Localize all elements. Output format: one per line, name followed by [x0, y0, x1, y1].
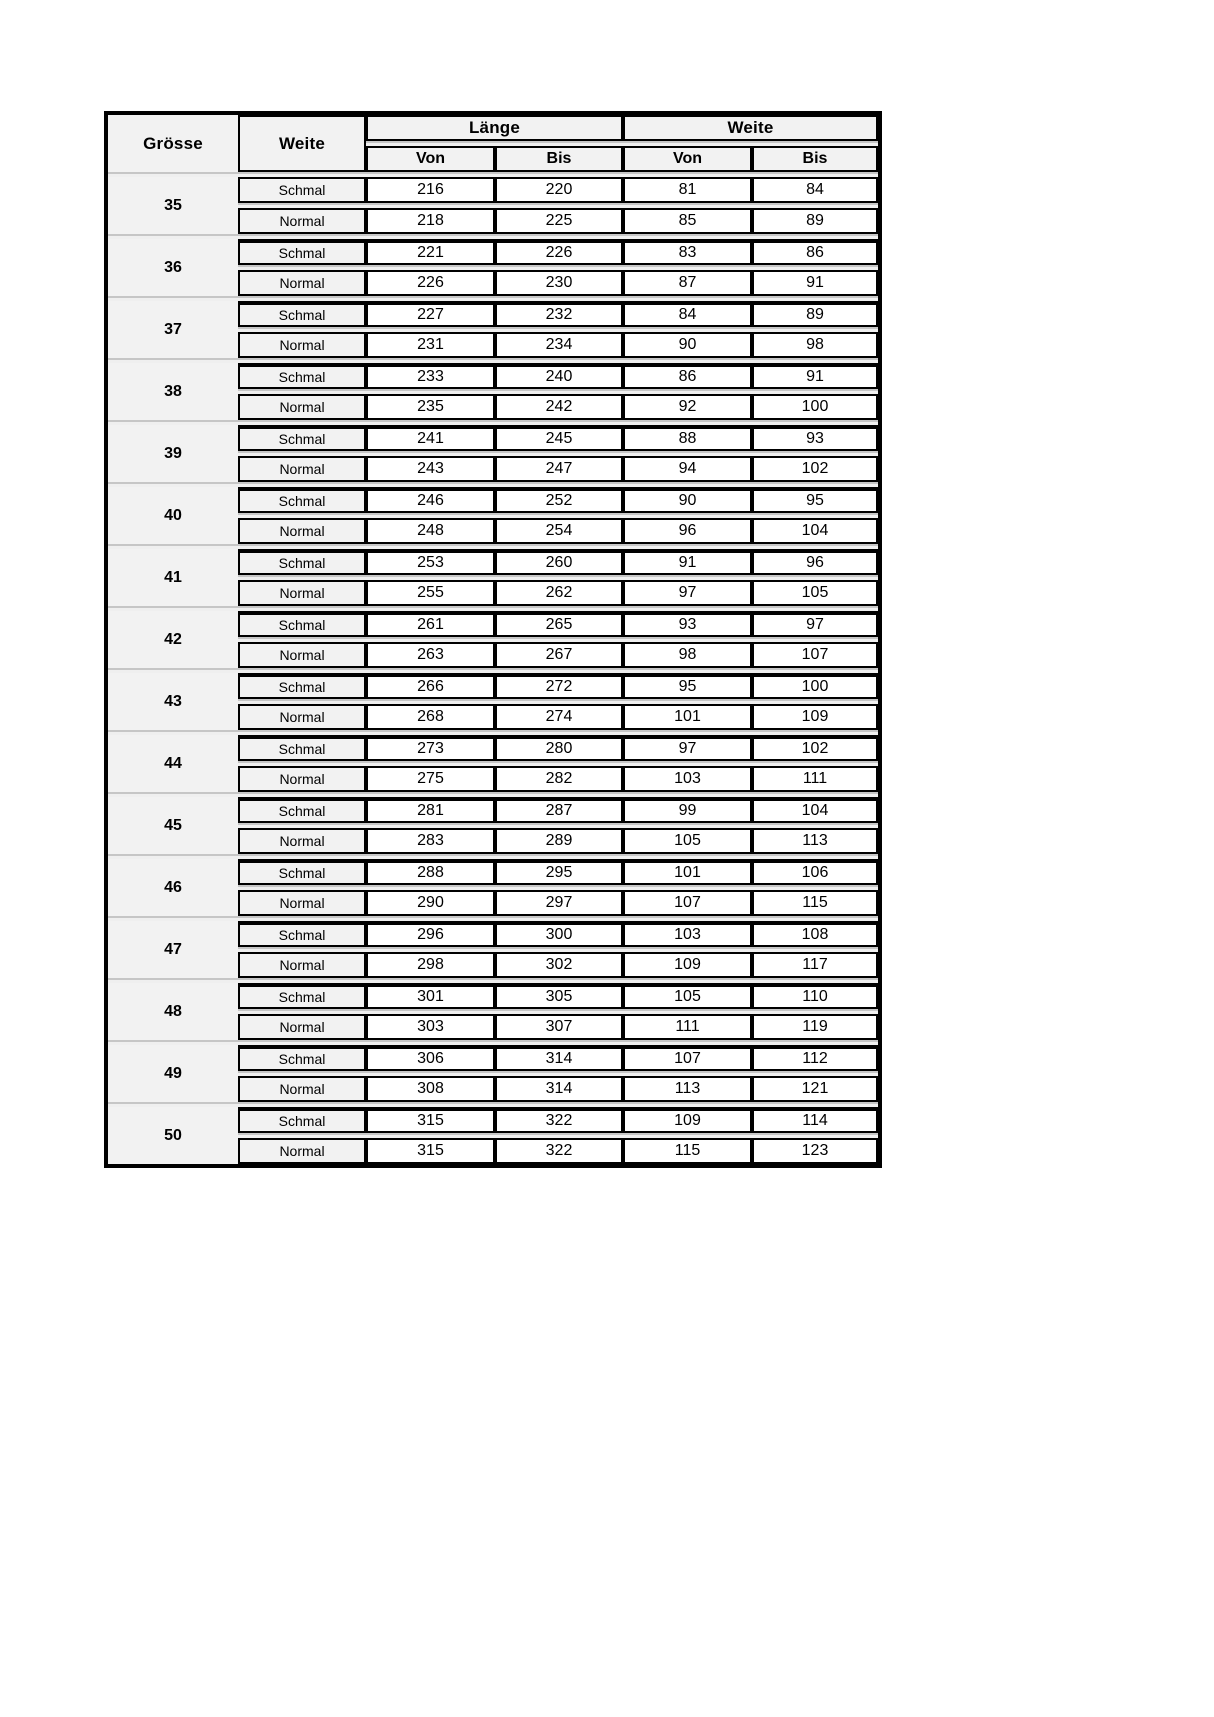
value-cell: 91 [623, 549, 752, 575]
width-label-cell: Normal [238, 890, 366, 916]
value-cell: 101 [623, 859, 752, 885]
width-label-cell: Normal [238, 332, 366, 358]
subheader-cell-laenge-von: Von [366, 146, 495, 172]
size-cell: 38 [108, 363, 238, 420]
value-cell: 107 [752, 642, 878, 668]
width-label-cell: Normal [238, 952, 366, 978]
width-label-cell: Normal [238, 456, 366, 482]
value-cell: 254 [495, 518, 623, 544]
value-cell: 99 [623, 797, 752, 823]
value-cell: 322 [495, 1107, 623, 1133]
size-cell: 39 [108, 425, 238, 482]
value-cell: 240 [495, 363, 623, 389]
width-label-cell: Normal [238, 828, 366, 854]
width-label-cell: Normal [238, 208, 366, 234]
value-cell: 234 [495, 332, 623, 358]
value-cell: 102 [752, 735, 878, 761]
value-cell: 92 [623, 394, 752, 420]
value-cell: 308 [366, 1076, 495, 1102]
value-cell: 275 [366, 766, 495, 792]
value-cell: 289 [495, 828, 623, 854]
value-cell: 105 [623, 983, 752, 1009]
header-cell-weite-group: Weite [623, 115, 878, 141]
width-label-cell: Normal [238, 518, 366, 544]
value-cell: 115 [752, 890, 878, 916]
value-cell: 243 [366, 456, 495, 482]
value-cell: 218 [366, 208, 495, 234]
value-cell: 315 [366, 1107, 495, 1133]
value-cell: 248 [366, 518, 495, 544]
size-table [104, 111, 882, 1168]
width-label-cell: Schmal [238, 611, 366, 637]
width-label-cell: Normal [238, 1076, 366, 1102]
width-label-cell: Normal [238, 704, 366, 730]
value-cell: 221 [366, 239, 495, 265]
value-cell: 288 [366, 859, 495, 885]
value-cell: 246 [366, 487, 495, 513]
value-cell: 287 [495, 797, 623, 823]
width-label-cell: Normal [238, 1014, 366, 1040]
value-cell: 235 [366, 394, 495, 420]
value-cell: 230 [495, 270, 623, 296]
value-cell: 96 [623, 518, 752, 544]
value-cell: 297 [495, 890, 623, 916]
value-cell: 89 [752, 208, 878, 234]
value-cell: 106 [752, 859, 878, 885]
value-cell: 314 [495, 1045, 623, 1071]
width-label-cell: Normal [238, 766, 366, 792]
value-cell: 296 [366, 921, 495, 947]
value-cell: 233 [366, 363, 495, 389]
value-cell: 260 [495, 549, 623, 575]
value-cell: 107 [623, 890, 752, 916]
value-cell: 117 [752, 952, 878, 978]
width-label-cell: Schmal [238, 363, 366, 389]
value-cell: 105 [623, 828, 752, 854]
value-cell: 91 [752, 270, 878, 296]
value-cell: 225 [495, 208, 623, 234]
value-cell: 91 [752, 363, 878, 389]
width-label-cell: Normal [238, 394, 366, 420]
value-cell: 255 [366, 580, 495, 606]
value-cell: 227 [366, 301, 495, 327]
size-cell: 35 [108, 177, 238, 234]
value-cell: 107 [623, 1045, 752, 1071]
value-cell: 105 [752, 580, 878, 606]
value-cell: 307 [495, 1014, 623, 1040]
value-cell: 102 [752, 456, 878, 482]
size-cell: 46 [108, 859, 238, 916]
value-cell: 266 [366, 673, 495, 699]
value-cell: 315 [366, 1138, 495, 1164]
value-cell: 111 [623, 1014, 752, 1040]
size-cell: 44 [108, 735, 238, 792]
value-cell: 262 [495, 580, 623, 606]
width-label-cell: Schmal [238, 1045, 366, 1071]
value-cell: 103 [623, 766, 752, 792]
value-cell: 253 [366, 549, 495, 575]
value-cell: 282 [495, 766, 623, 792]
size-cell: 49 [108, 1045, 238, 1102]
value-cell: 123 [752, 1138, 878, 1164]
value-cell: 98 [752, 332, 878, 358]
value-cell: 94 [623, 456, 752, 482]
value-cell: 93 [623, 611, 752, 637]
value-cell: 226 [366, 270, 495, 296]
value-cell: 100 [752, 394, 878, 420]
value-cell: 306 [366, 1045, 495, 1071]
header-cell-groesse: Grösse [108, 115, 238, 172]
value-cell: 305 [495, 983, 623, 1009]
value-cell: 97 [623, 580, 752, 606]
header-cell-weite: Weite [238, 115, 366, 172]
size-cell: 41 [108, 549, 238, 606]
value-cell: 104 [752, 797, 878, 823]
width-label-cell: Schmal [238, 1107, 366, 1133]
value-cell: 97 [752, 611, 878, 637]
value-cell: 273 [366, 735, 495, 761]
value-cell: 97 [623, 735, 752, 761]
value-cell: 265 [495, 611, 623, 637]
width-label-cell: Schmal [238, 673, 366, 699]
value-cell: 290 [366, 890, 495, 916]
value-cell: 263 [366, 642, 495, 668]
value-cell: 98 [623, 642, 752, 668]
value-cell: 109 [623, 1107, 752, 1133]
value-cell: 86 [752, 239, 878, 265]
width-label-cell: Normal [238, 1138, 366, 1164]
value-cell: 220 [495, 177, 623, 203]
subheader-cell-laenge-bis: Bis [495, 146, 623, 172]
value-cell: 87 [623, 270, 752, 296]
value-cell: 268 [366, 704, 495, 730]
value-cell: 303 [366, 1014, 495, 1040]
value-cell: 216 [366, 177, 495, 203]
size-cell: 36 [108, 239, 238, 296]
value-cell: 314 [495, 1076, 623, 1102]
value-cell: 96 [752, 549, 878, 575]
value-cell: 112 [752, 1045, 878, 1071]
subheader-cell-weite-bis: Bis [752, 146, 878, 172]
value-cell: 100 [752, 673, 878, 699]
width-label-cell: Schmal [238, 921, 366, 947]
value-cell: 95 [752, 487, 878, 513]
size-cell: 42 [108, 611, 238, 668]
value-cell: 110 [752, 983, 878, 1009]
size-cell: 40 [108, 487, 238, 544]
width-label-cell: Normal [238, 270, 366, 296]
value-cell: 84 [623, 301, 752, 327]
value-cell: 267 [495, 642, 623, 668]
width-label-cell: Schmal [238, 301, 366, 327]
size-cell: 47 [108, 921, 238, 978]
value-cell: 103 [623, 921, 752, 947]
value-cell: 81 [623, 177, 752, 203]
value-cell: 101 [623, 704, 752, 730]
value-cell: 322 [495, 1138, 623, 1164]
value-cell: 300 [495, 921, 623, 947]
value-cell: 113 [752, 828, 878, 854]
header-cell-laenge-group: Länge [366, 115, 623, 141]
width-label-cell: Normal [238, 642, 366, 668]
value-cell: 108 [752, 921, 878, 947]
value-cell: 93 [752, 425, 878, 451]
value-cell: 295 [495, 859, 623, 885]
value-cell: 115 [623, 1138, 752, 1164]
value-cell: 283 [366, 828, 495, 854]
value-cell: 84 [752, 177, 878, 203]
value-cell: 241 [366, 425, 495, 451]
value-cell: 245 [495, 425, 623, 451]
value-cell: 88 [623, 425, 752, 451]
value-cell: 242 [495, 394, 623, 420]
value-cell: 111 [752, 766, 878, 792]
value-cell: 261 [366, 611, 495, 637]
width-label-cell: Schmal [238, 859, 366, 885]
subheader-cell-weite-von: Von [623, 146, 752, 172]
value-cell: 280 [495, 735, 623, 761]
value-cell: 109 [623, 952, 752, 978]
value-cell: 274 [495, 704, 623, 730]
width-label-cell: Schmal [238, 239, 366, 265]
value-cell: 83 [623, 239, 752, 265]
width-label-cell: Schmal [238, 487, 366, 513]
value-cell: 85 [623, 208, 752, 234]
value-cell: 301 [366, 983, 495, 1009]
value-cell: 247 [495, 456, 623, 482]
value-cell: 109 [752, 704, 878, 730]
value-cell: 302 [495, 952, 623, 978]
width-label-cell: Schmal [238, 983, 366, 1009]
width-label-cell: Schmal [238, 177, 366, 203]
width-label-cell: Schmal [238, 549, 366, 575]
size-cell: 37 [108, 301, 238, 358]
value-cell: 90 [623, 332, 752, 358]
value-cell: 86 [623, 363, 752, 389]
value-cell: 281 [366, 797, 495, 823]
value-cell: 95 [623, 673, 752, 699]
size-cell: 48 [108, 983, 238, 1040]
value-cell: 226 [495, 239, 623, 265]
width-label-cell: Schmal [238, 797, 366, 823]
value-cell: 272 [495, 673, 623, 699]
width-label-cell: Normal [238, 580, 366, 606]
value-cell: 232 [495, 301, 623, 327]
value-cell: 114 [752, 1107, 878, 1133]
width-label-cell: Schmal [238, 735, 366, 761]
value-cell: 89 [752, 301, 878, 327]
size-cell: 45 [108, 797, 238, 854]
value-cell: 119 [752, 1014, 878, 1040]
size-cell: 50 [108, 1107, 238, 1164]
value-cell: 298 [366, 952, 495, 978]
value-cell: 113 [623, 1076, 752, 1102]
value-cell: 90 [623, 487, 752, 513]
width-label-cell: Schmal [238, 425, 366, 451]
value-cell: 104 [752, 518, 878, 544]
value-cell: 121 [752, 1076, 878, 1102]
value-cell: 231 [366, 332, 495, 358]
size-cell: 43 [108, 673, 238, 730]
value-cell: 252 [495, 487, 623, 513]
